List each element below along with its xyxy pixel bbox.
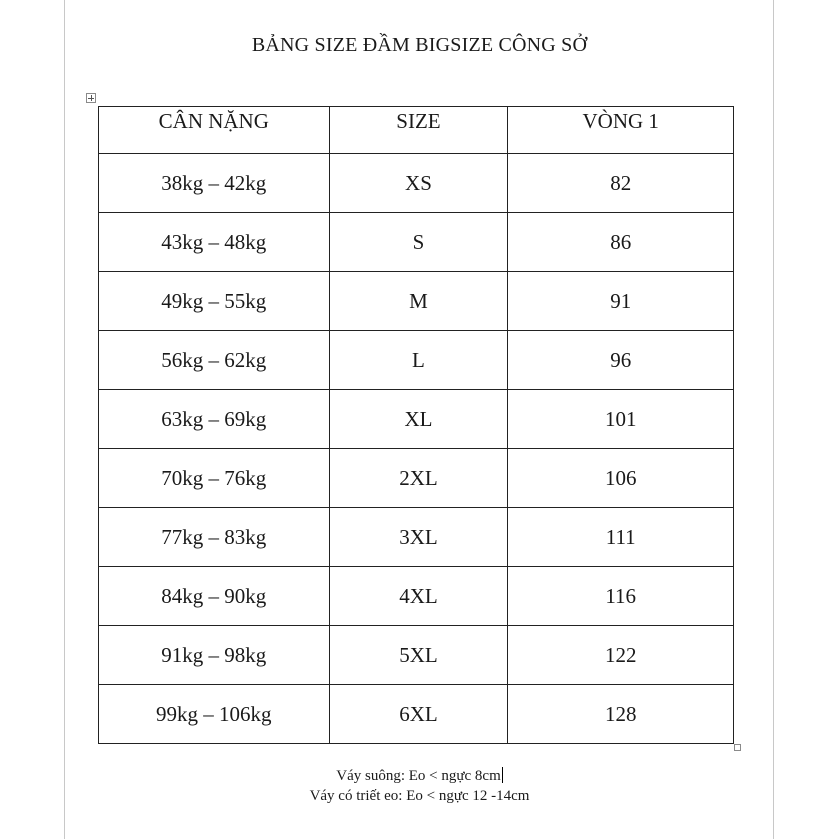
cell-weight[interactable]: 38kg – 42kg — [99, 154, 330, 213]
cell-bust[interactable]: 116 — [508, 567, 734, 626]
cell-bust[interactable]: 86 — [508, 213, 734, 272]
table-row — [99, 685, 734, 744]
table-row — [99, 272, 734, 331]
cell-size[interactable]: 4XL — [329, 567, 508, 626]
table-row — [99, 449, 734, 508]
note-line-2[interactable]: Váy có triết eo: Eo < ngực 12 -14cm — [309, 788, 530, 804]
cell-bust[interactable]: 106 — [508, 449, 734, 508]
cell-size[interactable]: M — [329, 272, 508, 331]
cell-weight[interactable]: 77kg – 83kg — [99, 508, 330, 567]
table-row — [99, 154, 734, 213]
cell-weight[interactable]: 63kg – 69kg — [99, 390, 330, 449]
cell-size[interactable]: XS — [329, 154, 508, 213]
header-size[interactable]: SIZE — [329, 107, 508, 154]
cell-bust[interactable]: 96 — [508, 331, 734, 390]
cell-size[interactable]: 3XL — [329, 508, 508, 567]
cell-bust[interactable]: 91 — [508, 272, 734, 331]
header-weight[interactable]: CÂN NẶNG — [99, 107, 330, 154]
table-row — [99, 331, 734, 390]
table-row — [99, 508, 734, 567]
cell-weight[interactable]: 70kg – 76kg — [99, 449, 330, 508]
cell-weight[interactable]: 49kg – 55kg — [99, 272, 330, 331]
note-text-1: Váy suông: Eo < ngực 8cm — [336, 768, 501, 784]
cell-size[interactable]: 2XL — [329, 449, 508, 508]
notes — [0, 766, 839, 806]
cell-weight[interactable]: 43kg – 48kg — [99, 213, 330, 272]
cell-weight[interactable]: 91kg – 98kg — [99, 626, 330, 685]
cell-bust[interactable]: 82 — [508, 154, 734, 213]
table-row — [99, 626, 734, 685]
cell-size[interactable]: S — [329, 213, 508, 272]
cell-weight[interactable]: 84kg – 90kg — [99, 567, 330, 626]
table-header-row — [99, 107, 734, 154]
cell-bust[interactable]: 128 — [508, 685, 734, 744]
cell-size[interactable]: 6XL — [329, 685, 508, 744]
table-row — [99, 213, 734, 272]
size-table — [98, 106, 734, 744]
cell-size[interactable]: L — [329, 331, 508, 390]
cell-bust[interactable]: 111 — [508, 508, 734, 567]
header-bust[interactable]: VÒNG 1 — [508, 107, 734, 154]
note-line-1[interactable] — [0, 766, 839, 786]
document-title: BẢNG SIZE ĐẦM BIGSIZE CÔNG SỞ — [251, 34, 588, 56]
table-row — [99, 567, 734, 626]
table-move-handle-icon[interactable] — [86, 93, 96, 103]
cell-bust[interactable]: 122 — [508, 626, 734, 685]
cell-bust[interactable]: 101 — [508, 390, 734, 449]
table-row — [99, 390, 734, 449]
cell-weight[interactable]: 99kg – 106kg — [99, 685, 330, 744]
text-cursor-icon — [502, 767, 503, 783]
table-resize-handle-icon[interactable] — [734, 744, 741, 751]
cell-weight[interactable]: 56kg – 62kg — [99, 331, 330, 390]
cell-size[interactable]: 5XL — [329, 626, 508, 685]
cell-size[interactable]: XL — [329, 390, 508, 449]
